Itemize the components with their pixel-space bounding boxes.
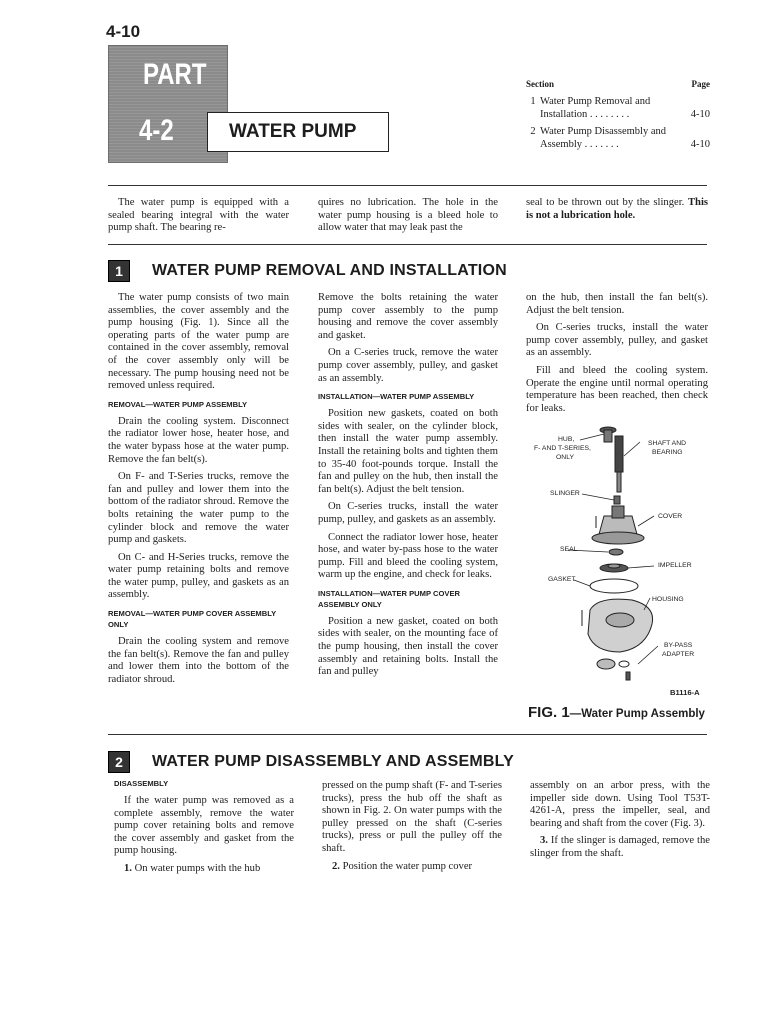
paragraph bbox=[114, 863, 294, 876]
label-shaft-2: BEARING bbox=[652, 449, 683, 456]
toc-entry-number: 1 bbox=[530, 96, 536, 107]
paragraph: The water pump consists of two main assemblies, the cover assembly and the pump housing (Fig. 1). Since all the operating parts of the water pump are contained in the cover assembly, removal of the cover assembly only will be necessary. The pump housing need not be removed unless required. bbox=[108, 292, 289, 392]
gasket-part bbox=[590, 579, 638, 593]
toc-page-label: Page bbox=[691, 79, 710, 89]
intro-paragraph bbox=[526, 197, 708, 222]
step-text: Position the water pump cover bbox=[342, 860, 473, 872]
subheading: INSTALLATION—WATER PUMP ASSEMBLY bbox=[318, 392, 475, 402]
divider bbox=[108, 244, 707, 245]
label-shaft: SHAFT AND bbox=[648, 440, 687, 447]
step-text: If the slinger is damaged, remove the slinger from the shaft. bbox=[530, 835, 710, 859]
bypass-adapter-part bbox=[597, 659, 630, 680]
intro-text: seal to be thrown out by the slinger. bbox=[526, 197, 685, 208]
part-word: PART bbox=[143, 58, 207, 91]
section-badge: 1 bbox=[108, 260, 130, 282]
toc-entry-text: Water Pump Removal and Installation . . . . . . . . bbox=[540, 96, 651, 120]
label-hub-note-2: ONLY bbox=[556, 454, 575, 461]
section-title: WATER PUMP DISASSEMBLY AND ASSEMBLY bbox=[152, 753, 515, 770]
section-heading-2 bbox=[108, 751, 514, 773]
slinger-part bbox=[614, 496, 620, 504]
figure-caption bbox=[528, 704, 705, 721]
label-hub: HUB, bbox=[558, 436, 575, 443]
table-of-contents bbox=[526, 78, 710, 155]
subheading: INSTALLATION—WATER PUMP COVER ASSEMBLY ONLY bbox=[318, 588, 461, 609]
step-number: 3. bbox=[540, 835, 548, 847]
paragraph: on the hub, then install the fan belt(s). Adjust the belt tension. bbox=[526, 292, 708, 316]
label-gasket: GASKET bbox=[548, 576, 576, 583]
paragraph: Drain the cooling system and remove the fan belt(s). Remove the fan and pulley and lower them into the bottom of the radiator shroud. bbox=[108, 636, 289, 685]
toc-entry-page: 4-10 bbox=[690, 109, 710, 120]
page-number: 4-10 bbox=[106, 22, 141, 41]
label-bypass-2: ADAPTER bbox=[662, 651, 695, 658]
section-badge: 2 bbox=[108, 751, 130, 773]
label-housing: HOUSING bbox=[652, 596, 684, 603]
paragraph: Connect the radiator lower hose, heater hose, and water by-pass hose to the water pump. Fill and bleed the cooling system, warm up the engine, and check for leaks. bbox=[318, 531, 498, 581]
label-seal: SEAL bbox=[560, 546, 578, 553]
toc-entry-text: Water Pump Disassembly and Assembly . . . . . . . bbox=[540, 126, 667, 150]
paragraph: pressed on the pump shaft (F- and T-series trucks), press the hub off the shaft as shown in Fig. 2. On water pumps with the pulley pressed on the shaft (C-series trucks), press or pull the pulley off the shaft. bbox=[322, 780, 502, 854]
seal-part bbox=[609, 549, 623, 555]
intro-paragraph: quires no lubrication. The hole in the water pump housing is a bleed hole to allow water that may leak past the bbox=[318, 197, 498, 234]
toc-entry-page: 4-10 bbox=[690, 139, 710, 150]
toc-header bbox=[526, 78, 710, 91]
paragraph: On F- and T-Series trucks, remove the fan and pulley and lower them into the bottom of the radiator shroud. Remove the bolts retaining the water pump to the cylinder block and remove the water pump and gaskets. bbox=[108, 471, 289, 546]
section1-column-3 bbox=[526, 292, 708, 420]
shaft-bearing-part bbox=[615, 436, 623, 492]
toc-entry[interactable] bbox=[526, 125, 710, 151]
paragraph: Position a new gasket, coated on both sides with sealer, on the mounting face of the pump housing, then install the cover assembly and retaining bolts. Install the fan and pulley bbox=[318, 615, 498, 678]
section1-column-2 bbox=[318, 292, 498, 684]
divider bbox=[108, 185, 707, 186]
paragraph bbox=[530, 835, 710, 860]
paragraph: On C- and H-Series trucks, remove the water pump retaining bolts and remove the water pump, pulley, and gaskets as an assembly. bbox=[108, 551, 289, 601]
intro-column-3 bbox=[526, 197, 708, 227]
section2-column-2 bbox=[322, 780, 502, 878]
label-hub-note: F- AND T-SERIES, bbox=[534, 445, 591, 452]
figure-water-pump-assembly bbox=[528, 420, 712, 725]
label-slinger: SLINGER bbox=[550, 490, 580, 497]
label-cover: COVER bbox=[658, 513, 683, 520]
impeller-part bbox=[600, 564, 628, 572]
paragraph: assembly on an arbor press, with the impeller side down. Using Tool T53T-4261-A, press the impeller, seal, and bearing and shaft from the cover (Fig. 3). bbox=[530, 780, 710, 829]
toc-section-label: Section bbox=[526, 79, 554, 89]
section-heading-1 bbox=[108, 260, 507, 282]
figure-caption-text: —Water Pump Assembly bbox=[569, 708, 705, 720]
figure-number: FIG. 1 bbox=[528, 704, 570, 721]
step-text: On water pumps with the hub bbox=[134, 862, 261, 874]
section1-column-1 bbox=[108, 292, 289, 691]
section2-column-3 bbox=[530, 780, 710, 866]
subheading: DISASSEMBLY bbox=[114, 779, 169, 788]
paragraph bbox=[322, 861, 502, 874]
intro-paragraph: The water pump is equipped with a sealed bearing integral with the water pump shaft. The bearing re- bbox=[108, 197, 289, 234]
divider bbox=[108, 734, 707, 735]
paragraph: On C-series trucks, install the water pump, pulley, and gaskets as an assembly. bbox=[318, 501, 498, 525]
paragraph: Position new gaskets, coated on both sides with sealer, on the cylinder block, then install the water pump assembly. Install the retaining bolts and tighten them to 35-40 foot-pounds torque. Install the fan and pulley on the hub, then install the fan belt(s). Adjust the belt tension. bbox=[318, 408, 498, 495]
toc-entry[interactable] bbox=[526, 95, 710, 121]
paragraph: Remove the bolts retaining the water pump cover assembly to the pump housing and remove the cover assembly and gasket. bbox=[318, 292, 498, 341]
label-impeller: IMPELLER bbox=[658, 562, 692, 569]
toc-entry-number: 2 bbox=[530, 126, 536, 137]
intro-bold-note: This is not a lubrication hole. bbox=[526, 197, 709, 221]
step-number: 2. bbox=[332, 860, 340, 872]
intro-column-1 bbox=[108, 197, 289, 240]
label-bypass: BY-PASS bbox=[664, 642, 693, 649]
paragraph: Fill and bleed the cooling system. Operate the engine until normal operating temperature has been reached, then check for leaks. bbox=[526, 364, 708, 414]
figure-code: B1116-A bbox=[670, 688, 700, 697]
subheading: REMOVAL—WATER PUMP ASSEMBLY bbox=[108, 399, 248, 409]
housing-part bbox=[582, 599, 653, 652]
section2-column-1 bbox=[114, 776, 294, 881]
paragraph: On C-series trucks, install the water pump cover assembly, pulley, and gasket as an assembly. bbox=[526, 322, 708, 359]
part-number: 4-2 bbox=[139, 114, 174, 147]
paragraph: On a C-series truck, remove the water pump cover assembly, pulley, and gasket as an assembly. bbox=[318, 347, 498, 384]
subheading: REMOVAL—WATER PUMP COVER ASSEMBLY ONLY bbox=[108, 609, 277, 630]
cover-part bbox=[592, 506, 644, 544]
paragraph: If the water pump was removed as a complete assembly, remove the water pump cover retaining bolts and remove the cover assembly and gasket from the pump housing. bbox=[114, 795, 294, 857]
paragraph: Drain the cooling system. Disconnect the radiator lower hose, heater hose, and the water bypass hose at the water pump. Remove the fan belt(s). bbox=[108, 415, 289, 465]
section-title: WATER PUMP REMOVAL AND INSTALLATION bbox=[152, 262, 507, 279]
intro-column-2 bbox=[318, 197, 498, 240]
part-title: WATER PUMP bbox=[207, 112, 389, 152]
step-number: 1. bbox=[124, 862, 132, 874]
